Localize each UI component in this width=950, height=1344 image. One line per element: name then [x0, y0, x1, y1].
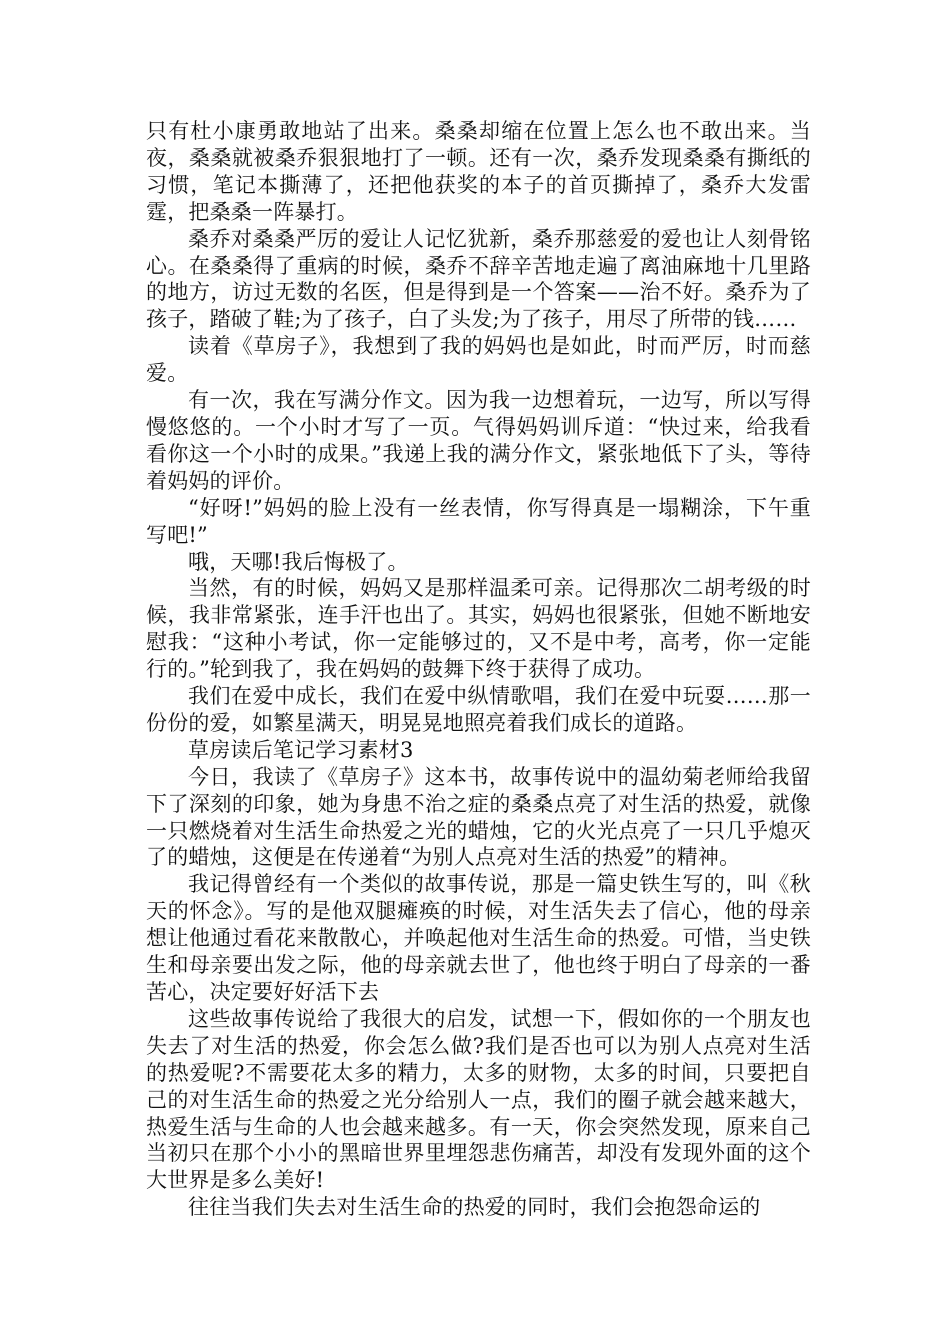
paragraph-2: 桑乔对桑桑严厉的爱让人记忆犹新，桑乔那慈爱的爱也让人刻骨铭心。在桑桑得了重病的时候，桑乔不辞辛苦地走遍了离油麻地十几里路的地方，访过无数的名医，但是得到是一个答案——治不好。桑乔为了孩子，踏破了鞋;为了孩子，白了头发;为了孩子，用尽了所带的钱…… — [146, 226, 811, 332]
paragraph-12: 往往当我们失去对生活生命的热爱的同时，我们会抱怨命运的 — [188, 1195, 761, 1220]
paragraph-8: 我们在爱中成长，我们在爱中纵情歌唱，我们在爱中玩耍……那一份份的爱，如繁星满天，明晃晃地照亮着我们成长的道路。 — [146, 684, 811, 735]
paragraph-3: 读着《草房子》，我想到了我的妈妈也是如此，时而严厉，时而慈爱。 — [146, 334, 811, 386]
paragraph-9: 今日，我读了《草房子》这本书，故事传说中的温幼菊老师给我留下了深刻的印象，她为身患不治之症的桑桑点亮了对生活的热爱，就像一只燃烧着对生活生命热爱之光的蜡烛，它的火光点亮了一只几乎熄灭了的蜡烛，这便是在传递着“为别人点亮对生活的热爱”的精神。 — [146, 764, 811, 870]
document-page — [146, 118, 811, 1221]
paragraph-5: “好呀!”妈妈的脸上没有一丝表情，你写得真是一塌糊涂，下午重写吧!” — [146, 495, 811, 547]
paragraph-1: 只有杜小康勇敢地站了出来。桑桑却缩在位置上怎么也不敢出来。当夜，桑桑就被桑乔狠狠地打了一顿。还有一次，桑乔发现桑桑有撕纸的习惯，笔记本撕薄了，还把他获奖的本子的首页撕掉了，桑乔大发雷霆，把桑桑一阵暴打。 — [146, 119, 811, 224]
paragraph-6: 哦，天哪!我后悔极了。 — [188, 549, 409, 574]
paragraph-10: 我记得曾经有一个类似的故事传说，那是一篇史铁生写的，叫《秋天的怀念》。写的是他双腿瘫痪的时候，对生活失去了信心，他的母亲想让他通过看花来散散心，并唤起他对生活生命的热爱。可惜，当史铁生和母亲要出发之际，他的母亲就去世了，他也终于明白了母亲的一番苦心，决定要好好活下去 — [146, 872, 811, 1004]
paragraph-11: 这些故事传说给了我很大的启发，试想一下，假如你的一个朋友也失去了对生活的热爱，你会怎么做?我们是否也可以为别人点亮对生活的热爱呢?不需要花太多的精力，太多的财物，太多的时间，只要把自己的对生活生命的热爱之光分给别人一点，我们的圈子就会越来越大，热爱生活与生命的人也会越来越多。有一天，你会突然发现，原来自己当初只在那个小小的黑暗世界里埋怨悲伤痛苦，却没有发现外面的这个大世界是多么美好! — [146, 1006, 811, 1193]
paragraph-7: 当然，有的时候，妈妈又是那样温柔可亲。记得那次二胡考级的时候，我非常紧张，连手汗也出了。其实，妈妈也很紧张，但她不断地安慰我：“这种小考试，你一定能够过的，又不是中考，高考，你一定能行的。”轮到我了，我在妈妈的鼓舞下终于获得了成功。 — [146, 576, 811, 682]
section-heading: 草房读后笔记学习素材3 — [188, 737, 414, 762]
paragraph-4: 有一次，我在写满分作文。因为我一边想着玩，一边写，所以写得慢悠悠的。一个小时才写了一页。气得妈妈训斥道：“快过来，给我看看你这一个小时的成果。”我递上我的满分作文，紧张地低下了头，等待着妈妈的评价。 — [146, 388, 811, 493]
